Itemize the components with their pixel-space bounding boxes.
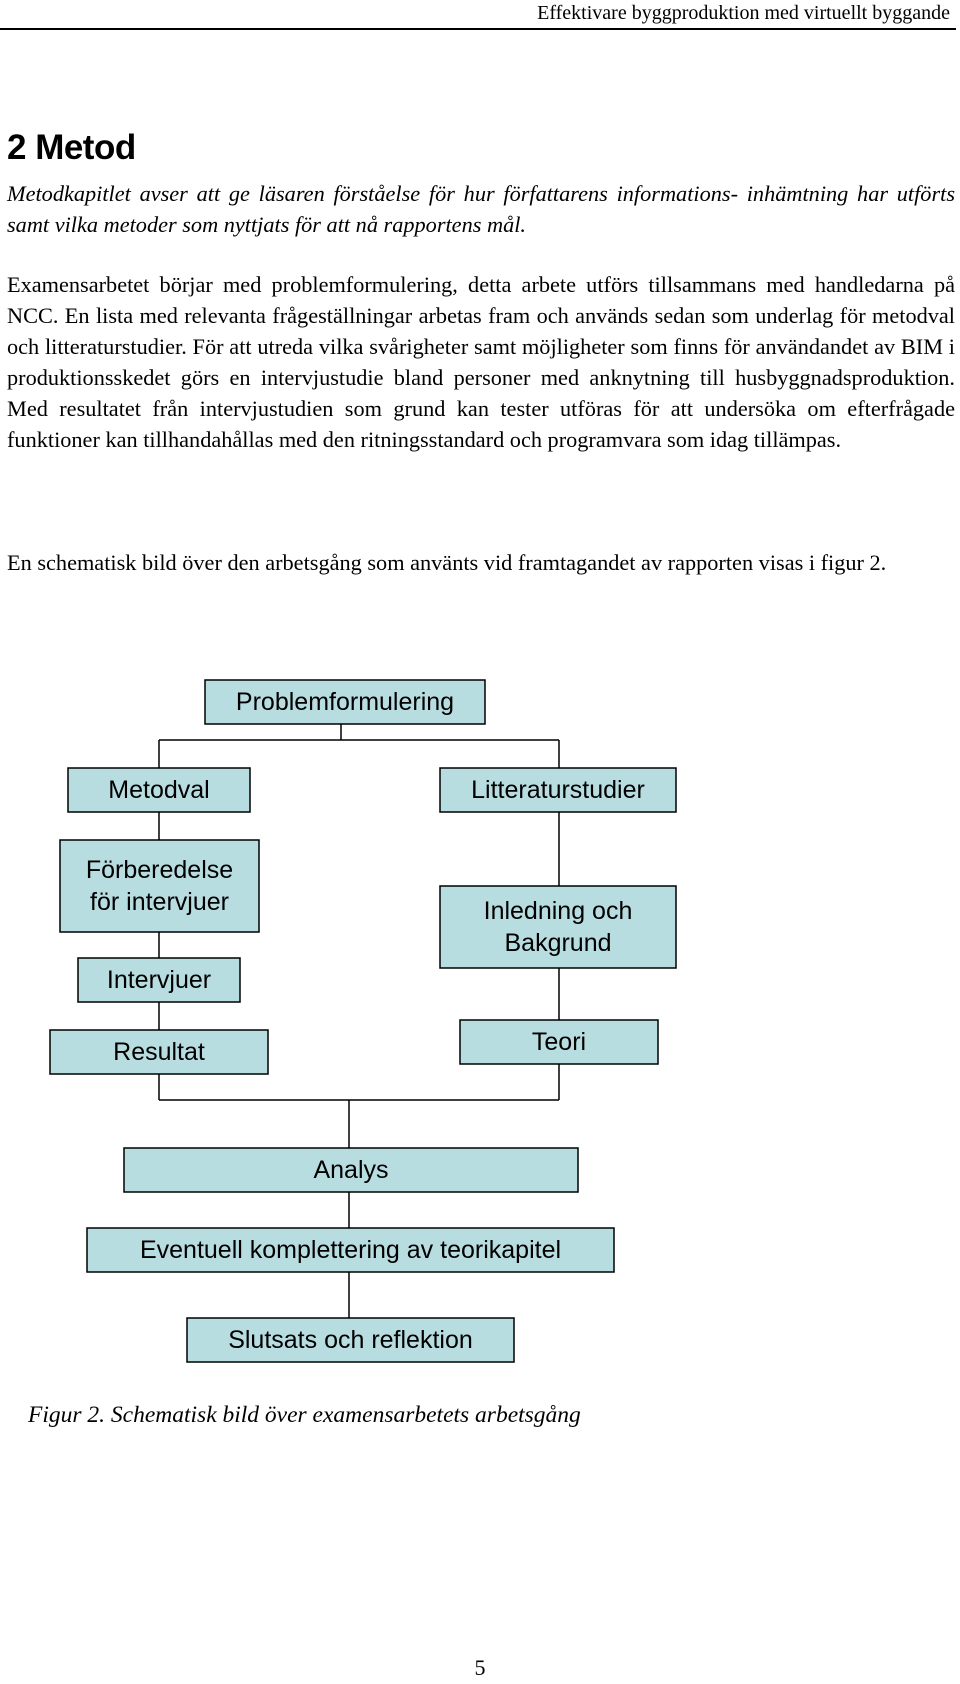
- section-heading: 2 Metod: [7, 128, 136, 167]
- box-intervjuer: [78, 958, 240, 1002]
- box-analys-label: Analys: [313, 1156, 389, 1184]
- box-intervjuer-label: Intervjuer: [106, 966, 212, 994]
- box-litteraturstudier-label: Litteraturstudier: [471, 776, 645, 804]
- intro-paragraph: Metodkapitlet avser att ge läsaren förståelse för hur författarens informations- inhämtning har utförts samt vilka metoder som nyttjats för att nå rapportens mål.: [7, 181, 955, 237]
- diagram-boxes: [50, 680, 676, 1362]
- box-inledning: [440, 886, 676, 968]
- box-slutsats-label: Slutsats och reflektion: [228, 1326, 473, 1354]
- box-forberedelse-rect: [60, 840, 259, 932]
- box-teori-label: Teori: [531, 1028, 587, 1056]
- box-forberedelse: [60, 840, 259, 932]
- box-resultat: [50, 1030, 268, 1074]
- box-forberedelse-label: Förberedelse: [85, 856, 234, 884]
- box-eventuell-label: Eventuell komplettering av teorikapitel: [139, 1236, 562, 1264]
- box-analys: [124, 1148, 578, 1192]
- box-metodval: [68, 768, 250, 812]
- box-forberedelse-label: för intervjuer: [90, 888, 229, 916]
- header-title: Effektivare byggproduktion med virtuellt byggande: [537, 2, 950, 24]
- box-problemformulering-label: Problemformulering: [235, 688, 455, 716]
- body-paragraph-2: En schematisk bild över den arbetsgång som använts vid framtagandet av rapporten visas i figur 2.: [7, 550, 887, 575]
- workflow-diagram: [0, 670, 960, 1370]
- page-number: 5: [474, 1655, 486, 1680]
- box-litteraturstudier: [440, 768, 676, 812]
- box-teori: [460, 1020, 658, 1064]
- box-inledning-label: Bakgrund: [504, 929, 612, 957]
- box-problemformulering: [205, 680, 485, 724]
- body-paragraph-1: Examensarbetet börjar med problemformulering, detta arbete utförs tillsammans med handledarna på NCC. En lista med relevanta frågeställningar arbetas fram och används sedan som underlag för metodval och litteraturstudier. För att utreda vilka svårigheter samt möjligheter som finns för användandet av BIM i produktionsskedet görs en intervjustudie bland personer med anknytning till husbyggnadsproduktion. Med resultatet från intervjustudien som grund kan tester utföras för att undersöka om efterfrågade funktioner kan tillhandahållas med den ritningsstandard och programvara som idag tillämpas.: [7, 272, 955, 452]
- box-resultat-label: Resultat: [113, 1038, 205, 1066]
- box-eventuell: [87, 1228, 614, 1272]
- workflow-diagram-svg: [0, 670, 960, 1370]
- box-inledning-label: Inledning och: [483, 897, 633, 925]
- page-header: [0, 0, 956, 30]
- figure-caption: Figur 2. Schematisk bild över examensarbetets arbetsgång: [28, 1402, 581, 1428]
- box-metodval-label: Metodval: [108, 776, 210, 804]
- box-slutsats: [187, 1318, 514, 1362]
